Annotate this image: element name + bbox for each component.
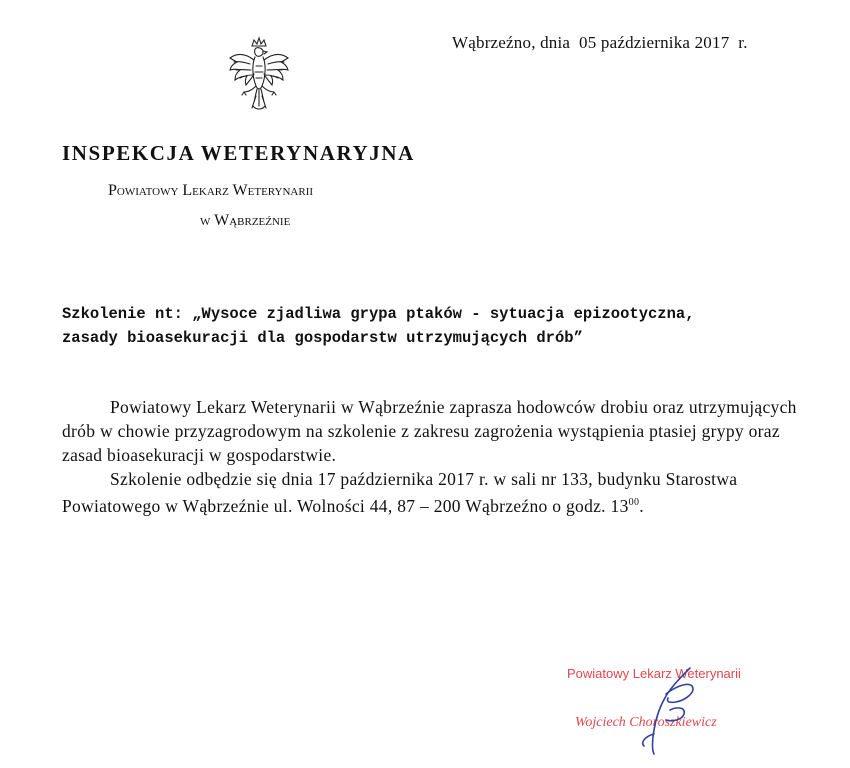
signature-stamp-name: Wojciech Choroszkiewicz <box>575 715 717 730</box>
signature-stamp-title: Powiatowy Lekarz Weterynarii <box>567 666 741 681</box>
training-subject-line2: zasady bioasekuracji dla gospodarstw utrzymujących drób” <box>62 329 583 347</box>
event-details-paragraph <box>62 467 802 518</box>
letter-body <box>62 395 802 518</box>
training-subject-line1: Szkolenie nt: „Wysoce zjadliwa grypa ptaków - sytuacja epizootyczna, <box>62 305 695 323</box>
event-details-text: Szkolenie odbędzie się dnia 17 października 2017 r. w sali nr 133, budynku Starostwa Powiatowego w Wąbrzeźnie ul. Wolności 44, 87 – 200 Wąbrzeźno o godz. 13 <box>62 469 738 516</box>
institution-subtitle-location: w Wąbrzeźnie <box>200 212 291 229</box>
polish-eagle-emblem-icon <box>226 36 292 132</box>
date-line: Wąbrzeźno, dnia 05 października 2017 r. <box>452 33 748 52</box>
invitation-paragraph: Powiatowy Lekarz Weterynarii w Wąbrzeźnie zaprasza hodowców drobiu oraz utrzymujących drób w chowie przyzagrodowym na szkolenie z zakresu zagrożenia wystąpienia ptasiej grypy oraz zasad bioasekuracji w gospodarstwie. <box>62 397 797 465</box>
event-time-minutes: 00 <box>628 497 640 508</box>
handwritten-signature-icon <box>610 650 720 760</box>
event-details-end: . <box>639 496 644 516</box>
training-subject <box>62 302 782 350</box>
institution-title: INSPEKCJA WETERYNARYJNA <box>62 141 415 165</box>
institution-subtitle-office: Powiatowy Lekarz Weterynarii <box>108 182 314 199</box>
